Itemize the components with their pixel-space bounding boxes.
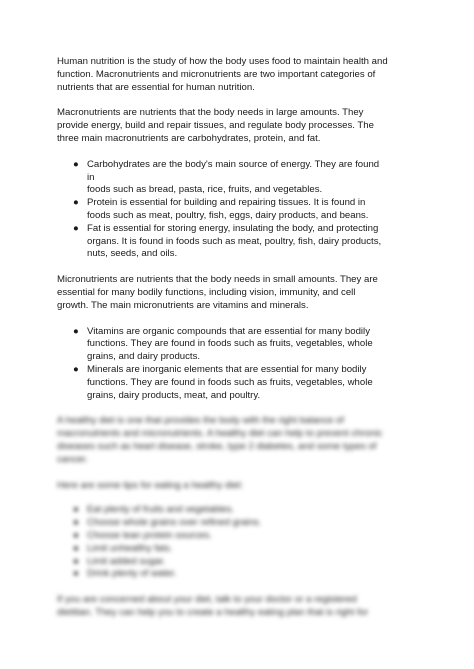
- spacer: [57, 581, 389, 594]
- spacer: [57, 146, 389, 159]
- list-item-text: Choose lean protein sources.: [87, 529, 212, 541]
- closing-paragraph: If you are concerned about your diet, talk to your doctor or a registered dietitian. They can help you to create a healthy eating plan that is right for: [57, 594, 369, 618]
- blurred-preview-section: [57, 415, 389, 619]
- macronutrients-list: [57, 159, 389, 261]
- list-item-text: Choose whole grains over refined grains.: [87, 517, 262, 529]
- bullet-icon: ●: [73, 542, 79, 554]
- list-item: [57, 568, 389, 581]
- bullet-icon: ●: [73, 555, 79, 567]
- list-item-text: Carbohydrates are the body's main source of energy. They are found in foods such as bread, pasta, rice, fruits, and vegetables.: [87, 158, 380, 196]
- spacer: [57, 261, 389, 274]
- list-item-text: Limit added sugar.: [87, 555, 166, 567]
- list-item: [57, 326, 389, 364]
- micronutrients-list: [57, 326, 389, 403]
- list-item: [57, 556, 389, 569]
- list-item-text: Vitamins are organic compounds that are essential for many bodily functions. They are found in foods such as fruits, vegetables, whole grains, and dairy products.: [87, 325, 373, 363]
- list-item-text: Protein is essential for building and repairing tissues. It is found in foods such as meat, poultry, fish, eggs, dairy products, and beans.: [87, 197, 369, 221]
- list-item: [57, 223, 389, 261]
- list-item-text: Limit unhealthy fats.: [87, 542, 173, 554]
- list-item-text: Drink plenty of water.: [87, 568, 177, 580]
- spacer: [57, 313, 389, 326]
- bullet-icon: ●: [73, 568, 79, 580]
- spacer: [57, 492, 389, 504]
- list-item-text: Fat is essential for storing energy, insulating the body, and protecting organs. It is found in foods such as meat, poultry, fish, dairy products, nuts, seeds, and oils.: [87, 222, 382, 260]
- macronutrients-paragraph: Macronutrients are nutrients that the body needs in large amounts. They provide energy, build and repair tissues, and regulate body processes. The three main macronutrients are carbohydrates, protein, and fat.: [57, 107, 374, 144]
- list-item-text: Eat plenty of fruits and vegetables.: [87, 504, 235, 516]
- bullet-icon: ●: [73, 325, 79, 337]
- list-item-text: Minerals are inorganic elements that are essential for many bodily functions. They are found in foods such as fruits, vegetables, whole grains, dairy products, meat, and poultry.: [87, 363, 373, 401]
- list-item: [57, 543, 389, 556]
- list-item: [57, 197, 389, 223]
- bullet-icon: ●: [73, 504, 79, 516]
- micronutrients-paragraph: Micronutrients are nutrients that the body needs in small amounts. They are essential for many bodily functions, including vision, immunity, and cell growth. The main micronutrients are vitamins and minerals.: [57, 274, 378, 311]
- tips-intro-paragraph: Here are some tips for eating a healthy diet:: [57, 479, 244, 491]
- intro-paragraph: Human nutrition is the study of how the body uses food to maintain health and function. Macronutrients and micronutrients are two important categories of nutrients that are essential for human nutrition.: [57, 56, 388, 93]
- list-item: [57, 504, 389, 517]
- bullet-icon: ●: [73, 517, 79, 529]
- document-page: [57, 56, 389, 620]
- list-item: [57, 517, 389, 530]
- list-item: [57, 159, 389, 197]
- bullet-icon: ●: [73, 197, 79, 209]
- spacer: [57, 402, 389, 415]
- bullet-icon: ●: [73, 363, 79, 375]
- bullet-icon: ●: [73, 222, 79, 234]
- bullet-icon: ●: [73, 529, 79, 541]
- spacer: [57, 467, 389, 480]
- bullet-icon: ●: [73, 158, 79, 170]
- tips-list: [57, 504, 389, 581]
- healthy-diet-paragraph: A healthy diet is one that provides the body with the right balance of macronutrients and micronutrients. A healthy diet can help to prevent chronic diseases such as heart disease, stroke, type 2 diabetes, and some types of cancer.: [57, 415, 383, 465]
- list-item: [57, 364, 389, 402]
- spacer: [57, 94, 389, 107]
- list-item: [57, 530, 389, 543]
